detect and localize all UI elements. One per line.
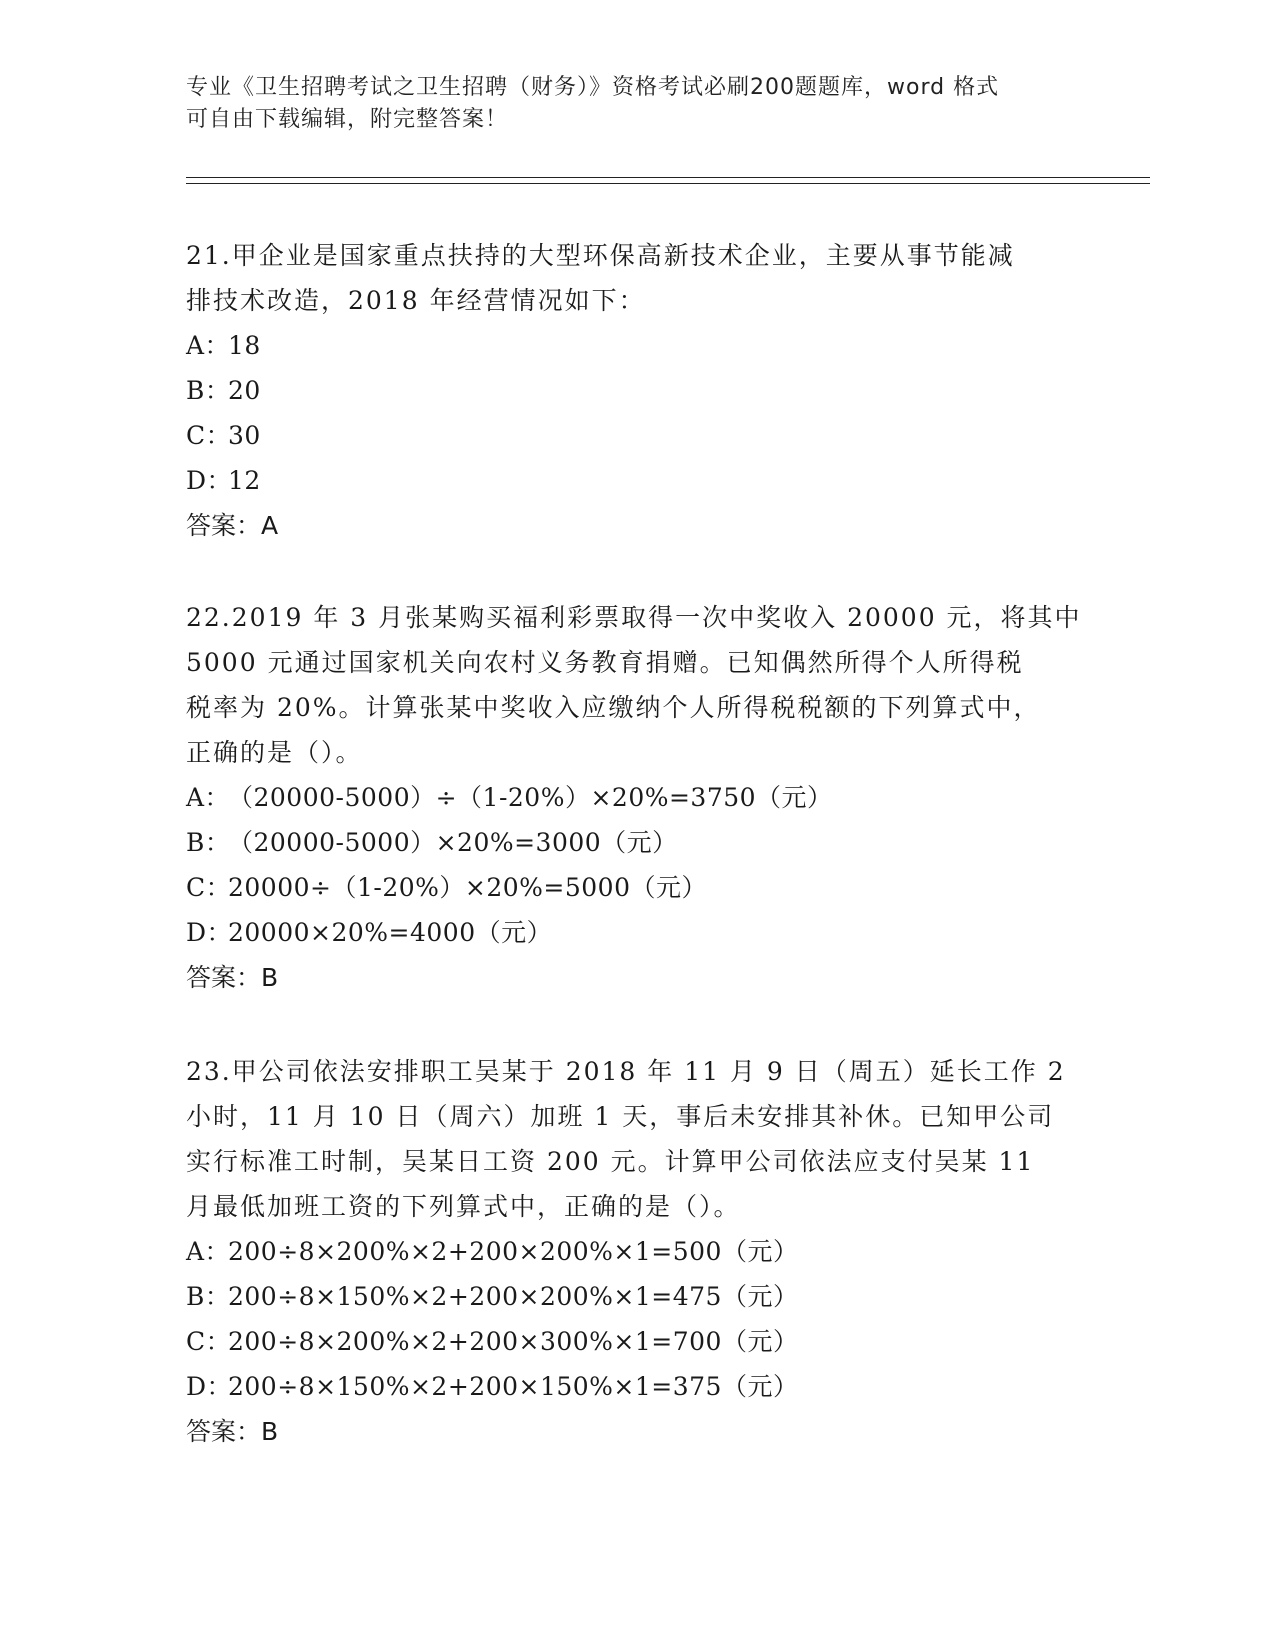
answer-line: 答案：B	[186, 963, 279, 992]
stem-line: 实行标准工时制，吴某日工资 200 元。计算甲公司依法应支付吴某 11	[186, 1147, 1035, 1176]
option-text: 12	[228, 466, 261, 495]
stem-line: 23.甲公司依法安排职工吴某于 2018 年 11 月 9 日（周五）延长工作 2	[186, 1057, 1066, 1086]
option-c	[186, 413, 1086, 458]
answer-line: 答案：A	[186, 511, 279, 540]
stem-line: 21.甲企业是国家重点扶持的大型环保高新技术企业，主要从事节能减	[186, 241, 1015, 270]
option-key: A：	[186, 1237, 231, 1266]
stem-line: 税率为 20%。计算张某中奖收入应缴纳个人所得税税额的下列算式中，	[186, 693, 1041, 722]
stem-line: 5000 元通过国家机关向农村义务教育捐赠。已知偶然所得个人所得税	[186, 648, 1024, 677]
question-stem	[186, 595, 1086, 775]
option-c	[186, 1319, 1086, 1364]
stem-line: 22.2019 年 3 月张某购买福利彩票取得一次中奖收入 20000 元，将其中	[186, 603, 1082, 632]
option-key: C：	[186, 873, 232, 902]
option-key: A：	[186, 783, 231, 812]
option-key: D：	[186, 918, 233, 947]
document-header	[186, 72, 1066, 136]
question-stem	[186, 233, 1086, 323]
option-text: （20000-5000）×20%=3000（元）	[228, 828, 678, 857]
stem-line: 正确的是（）。	[186, 738, 363, 767]
question-23	[186, 1049, 1086, 1454]
option-key: C：	[186, 1327, 232, 1356]
header-line-1: 专业《卫生招聘考试之卫生招聘（财务）》资格考试必刷200题题库，word 格式	[186, 75, 1000, 100]
option-text: 20000×20%=4000（元）	[228, 918, 553, 947]
header-divider-top	[186, 177, 1150, 178]
option-a	[186, 323, 1086, 368]
option-text: 20000÷（1-20%）×20%=5000（元）	[228, 873, 707, 902]
option-key: D：	[186, 466, 233, 495]
header-divider-bottom	[186, 183, 1150, 184]
stem-line: 排技术改造，2018 年经营情况如下：	[186, 286, 646, 315]
option-c	[186, 865, 1086, 910]
option-text: 30	[228, 421, 261, 450]
option-key: D：	[186, 1372, 233, 1401]
option-key: C：	[186, 421, 232, 450]
option-b	[186, 368, 1086, 413]
option-text: 18	[228, 331, 261, 360]
option-text: 200÷8×150%×2+200×200%×1=475（元）	[228, 1282, 799, 1311]
option-a	[186, 775, 1086, 820]
question-21	[186, 233, 1086, 548]
option-text: （20000-5000）÷（1-20%）×20%=3750（元）	[228, 783, 833, 812]
option-b	[186, 820, 1086, 865]
option-text: 200÷8×150%×2+200×150%×1=375（元）	[228, 1372, 799, 1401]
option-key: B：	[186, 376, 231, 405]
question-22	[186, 595, 1086, 1000]
option-b	[186, 1274, 1086, 1319]
question-stem	[186, 1049, 1086, 1229]
answer-line: 答案：B	[186, 1417, 279, 1446]
option-d	[186, 1364, 1086, 1409]
option-text: 200÷8×200%×2+200×300%×1=700（元）	[228, 1327, 799, 1356]
option-key: B：	[186, 828, 231, 857]
option-text: 200÷8×200%×2+200×200%×1=500（元）	[228, 1237, 799, 1266]
option-d	[186, 910, 1086, 955]
option-key: A：	[186, 331, 231, 360]
stem-line: 月最低加班工资的下列算式中，正确的是（）。	[186, 1192, 741, 1221]
header-line-2: 可自由下载编辑，附完整答案！	[186, 107, 509, 132]
option-d	[186, 458, 1086, 503]
stem-line: 小时，11 月 10 日（周六）加班 1 天，事后未安排其补休。已知甲公司	[186, 1102, 1055, 1131]
option-key: B：	[186, 1282, 231, 1311]
option-a	[186, 1229, 1086, 1274]
option-text: 20	[228, 376, 261, 405]
